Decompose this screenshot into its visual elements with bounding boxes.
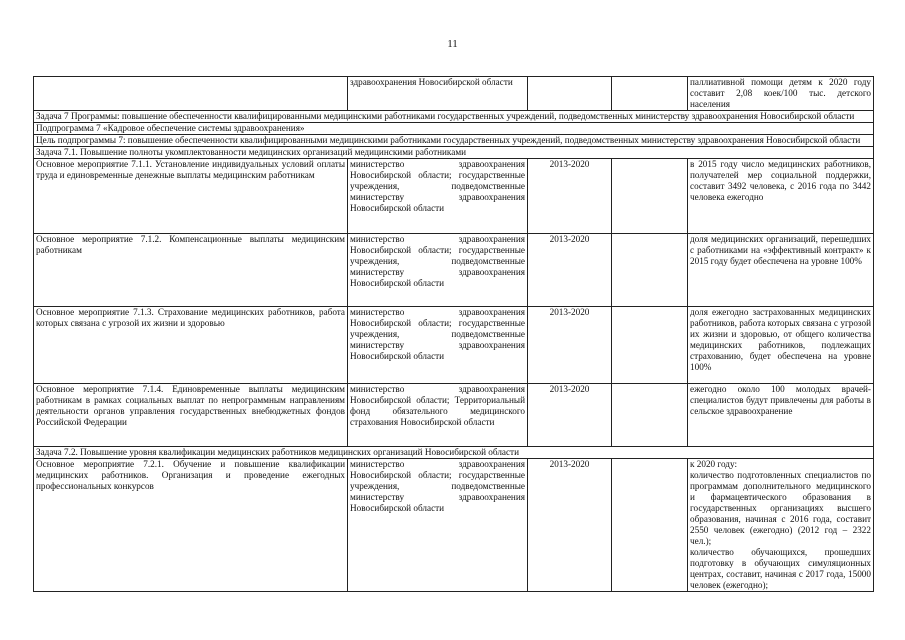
table-row-subprogram-7 [34, 123, 874, 135]
indicator-line: количество обучающихся, прошедших подготовку в обучающих симуляционных центрах, составит, начиная с 2017 года, 15000 человек (ежегодно); [690, 547, 871, 590]
measure-executors: министерство здравоохранения Новосибирской области; государственные учреждения, подведомственные министерству здравоохранения Новосибирской области [348, 459, 528, 592]
task-7-1-heading: Задача 7.1. Повышение полноты укомплектованности медицинских организаций медицинскими работниками [34, 147, 874, 159]
measure-indicator: доля медицинских организаций, перешедших с работниками на «эффективный контракт» к 2015 году будет обеспечена на уровне 100% [688, 234, 874, 307]
measure-executors: министерство здравоохранения Новосибирской области; государственные учреждения, подведомственные министерству здравоохранения Новосибирской области [348, 234, 528, 307]
table-row-measure-7-2-1 [34, 459, 874, 592]
cell-empty [612, 159, 688, 234]
measure-period: 2013-2020 [528, 234, 612, 307]
cell-empty [612, 384, 688, 447]
measure-name: Основное мероприятие 7.2.1. Обучение и повышение квалификации медицинских работников. Организация и проведение ежегодных профессиональных конкурсов [34, 459, 348, 592]
measure-name: Основное мероприятие 7.1.1. Установление индивидуальных условий оплаты труда и единовременные денежные выплаты медицинским работникам [34, 159, 348, 234]
cell-empty [528, 77, 612, 111]
task-7-heading: Задача 7 Программы: повышение обеспеченности квалифицированными медицинскими работниками государственных учреждений, подведомственных министерству здравоохранения Новосибирской области [34, 111, 874, 123]
cell-indicator: паллиативной помощи детям к 2020 году составит 2,08 коек/100 тыс. детского населения [688, 77, 874, 111]
measure-period: 2013-2020 [528, 159, 612, 234]
measure-period: 2013-2020 [528, 307, 612, 384]
subprogram-7-heading: Подпрограмма 7 «Кадровое обеспечение системы здравоохранения» [34, 123, 874, 135]
table-row-measure-7-1-2 [34, 234, 874, 307]
task-7-2-heading: Задача 7.2. Повышение уровня квалификации медицинских работников медицинских организаций Новосибирской области [34, 447, 874, 459]
table-row-continuation [34, 77, 874, 111]
program-table [33, 76, 874, 592]
cell-executors: здравоохранения Новосибирской области [348, 77, 528, 111]
goal-7-heading: Цель подпрограммы 7: повышение обеспеченности квалифицированными медицинскими работниками государственных учреждений, подведомственных министерству здравоохранения Новосибирской области [34, 135, 874, 147]
page-number: 11 [447, 38, 458, 50]
measure-executors: министерство здравоохранения Новосибирской области; Территориальный фонд обязательного медицинского страхования Новосибирской области [348, 384, 528, 447]
measure-indicator [688, 459, 874, 592]
measure-indicator: ежегодно около 100 молодых врачей-специалистов будут привлечены для работы в сельское здравоохранение [688, 384, 874, 447]
table-row-goal-7 [34, 135, 874, 147]
cell-empty [612, 234, 688, 307]
table-row-measure-7-1-1 [34, 159, 874, 234]
measure-period: 2013-2020 [528, 459, 612, 592]
cell-empty [612, 307, 688, 384]
measure-executors: министерство здравоохранения Новосибирской области; государственные учреждения, подведомственные министерству здравоохранения Новосибирской области [348, 159, 528, 234]
cell-empty [612, 77, 688, 111]
table-row-task-7-1 [34, 147, 874, 159]
indicator-line: к 2020 году: [690, 459, 737, 469]
measure-period: 2013-2020 [528, 384, 612, 447]
table-row-task-7-2 [34, 447, 874, 459]
cell-empty [34, 77, 348, 111]
measure-executors: министерство здравоохранения Новосибирской области; государственные учреждения, подведомственные министерству здравоохранения Новосибирской области [348, 307, 528, 384]
measure-indicator: доля ежегодно застрахованных медицинских работников, работа которых связана с угрозой их жизни и здоровью, от общего количества медицинских работников, подлежащих страхованию, будет обеспечена на уровне 100% [688, 307, 874, 384]
indicator-line: количество подготовленных специалистов по программам дополнительного медицинского и фармацевтического образования в государственных организациях высшего образования, начиная с 2016 года, составит 2550 человек (ежегодно) (2012 год – 2322 чел.); [690, 470, 871, 546]
measure-indicator: в 2015 году число медицинских работников, получателей мер социальной поддержки, составит 3492 человека, с 2016 года по 3442 человека ежегодно [688, 159, 874, 234]
measure-name: Основное мероприятие 7.1.2. Компенсационные выплаты медицинским работникам [34, 234, 348, 307]
measure-name: Основное мероприятие 7.1.3. Страхование медицинских работников, работа которых связана с угрозой их жизни и здоровью [34, 307, 348, 384]
measure-name: Основное мероприятие 7.1.4. Единовременные выплаты медицинским работникам в рамках социальных выплат по непрограммным направлениям деятельности органов управления государственных внебюджетных фондов Российской Федерации [34, 384, 348, 447]
table-row-task-7 [34, 111, 874, 123]
table-row-measure-7-1-4 [34, 384, 874, 447]
table-row-measure-7-1-3 [34, 307, 874, 384]
cell-empty [612, 459, 688, 592]
